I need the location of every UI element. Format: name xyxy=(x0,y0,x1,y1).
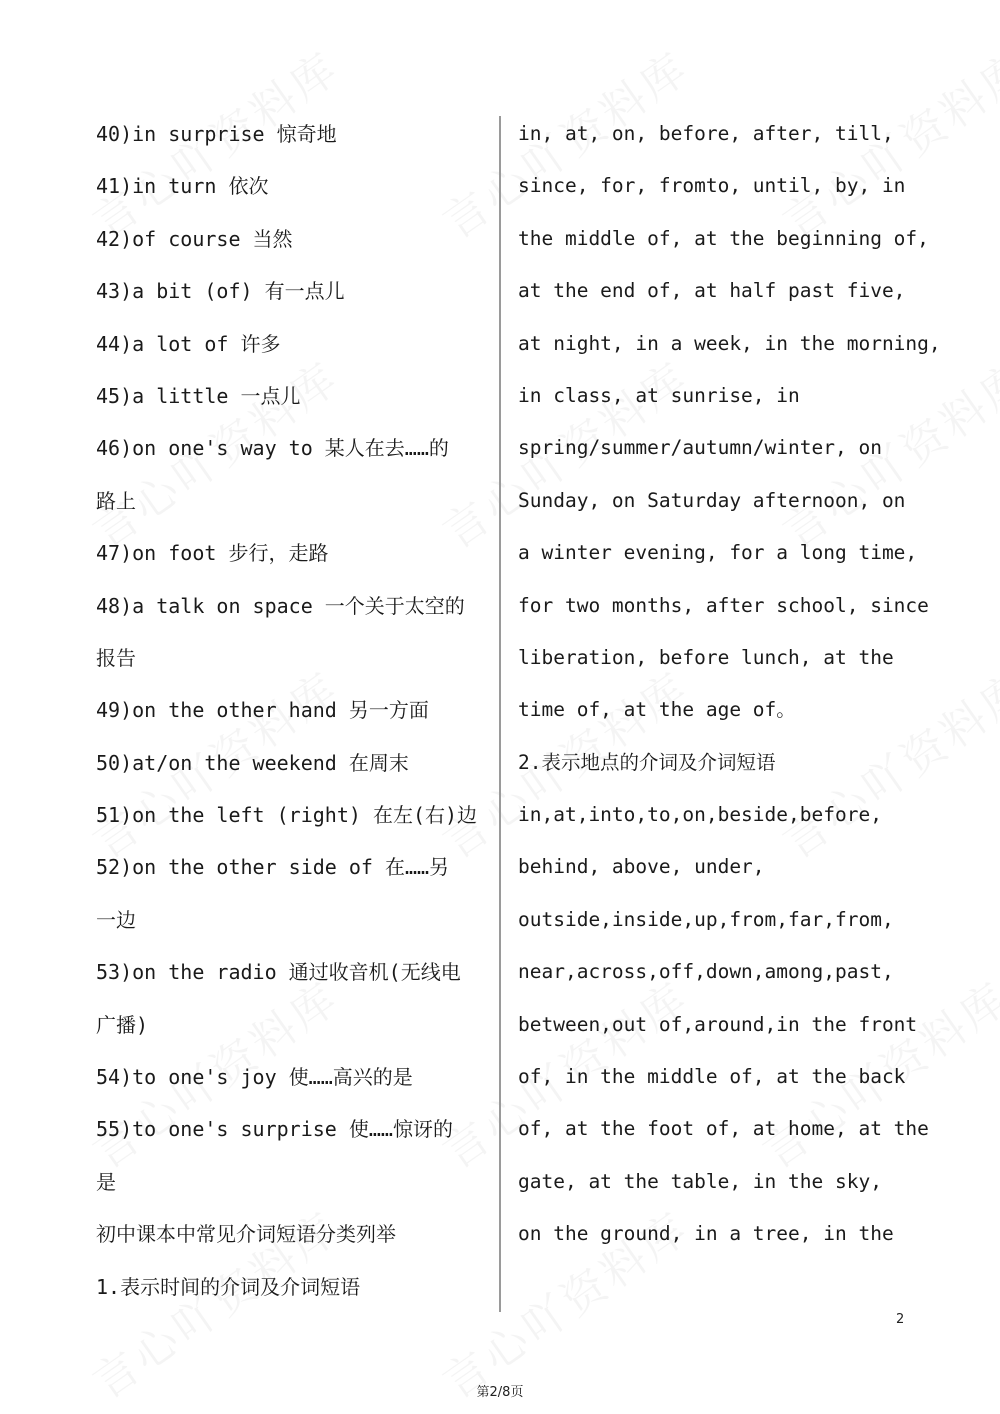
text-line: 路上 xyxy=(96,488,136,513)
text-line: 40)in surprise 惊奇地 xyxy=(96,122,337,146)
text-line: liberation, before lunch, at the xyxy=(518,645,894,669)
page-footer: 第2/8页 xyxy=(476,1385,524,1400)
text-line: in class, at sunrise, in xyxy=(518,383,800,407)
text-line: 46)on one's way to 某人在去……的 xyxy=(96,436,449,461)
left-column xyxy=(96,108,488,1313)
text-line: in,at,into,to,on,beside,before, xyxy=(518,803,882,827)
text-line: 47)on foot 步行，走路 xyxy=(96,541,329,566)
section-heading: 2.表示地点的介词及介词短语 xyxy=(518,750,776,774)
text-line: 44)a lot of 许多 xyxy=(96,331,281,356)
text-line: spring/summer/autumn/winter, on xyxy=(518,436,882,460)
section-heading: 初中课本中常见介词短语分类列举 xyxy=(96,1222,396,1247)
text-line: 48)a talk on space 一个关于太空的 xyxy=(96,593,465,618)
text-line: since, for, fromto, until, by, in xyxy=(518,174,906,198)
text-line: at night, in a week, in the morning, xyxy=(518,331,941,355)
text-line: Sunday, on Saturday afternoon, on xyxy=(518,488,906,512)
text-line: 是 xyxy=(96,1169,116,1194)
text-line: 52)on the other side of 在……另 xyxy=(96,855,450,880)
text-line: 51)on the left (right) 在左(右)边 xyxy=(96,803,478,828)
section-heading: 1.表示时间的介词及介词短语 xyxy=(96,1274,361,1299)
text-line: the middle of, at the beginning of, xyxy=(518,226,929,250)
text-line: gate, at the table, in the sky, xyxy=(518,1169,882,1193)
text-line: at the end of, at half past five, xyxy=(518,279,906,303)
text-line: near,across,off,down,among,past, xyxy=(518,960,894,984)
right-column xyxy=(518,108,941,1261)
text-line: 42)of course 当然 xyxy=(96,226,293,251)
text-line: on the ground, in a tree, in the xyxy=(518,1222,894,1246)
text-line: between,out of,around,in the front xyxy=(518,1012,918,1036)
text-line: 一边 xyxy=(96,907,136,932)
text-line: 53)on the radio 通过收音机(无线电 xyxy=(96,960,461,985)
text-line: of, in the middle of, at the back xyxy=(518,1065,906,1089)
text-line: 广播) xyxy=(96,1012,149,1037)
text-line: behind, above, under, xyxy=(518,855,765,879)
text-line: of, at the foot of, at home, at the xyxy=(518,1117,929,1141)
text-line: for two months, after school, since xyxy=(518,593,929,617)
column-divider xyxy=(499,116,501,1312)
text-line: 报告 xyxy=(96,645,136,670)
text-line: in, at, on, before, after, till, xyxy=(518,122,894,145)
text-line: time of, at the age of。 xyxy=(518,698,796,722)
text-line: 45)a little 一点儿 xyxy=(96,383,301,408)
text-line: 41)in turn 依次 xyxy=(96,174,269,199)
page-number: 2 xyxy=(896,1312,905,1327)
text-line: 54)to one's joy 使……高兴的是 xyxy=(96,1065,413,1090)
text-line: 50)at/on the weekend 在周末 xyxy=(96,750,409,775)
text-line: a winter evening, for a long time, xyxy=(518,541,918,565)
text-line: 43)a bit (of) 有一点儿 xyxy=(96,279,345,304)
text-line: 49)on the other hand 另一方面 xyxy=(96,698,429,723)
text-line: outside,inside,up,from,far,from, xyxy=(518,907,894,931)
text-line: 55)to one's surprise 使……惊讶的 xyxy=(96,1117,453,1142)
